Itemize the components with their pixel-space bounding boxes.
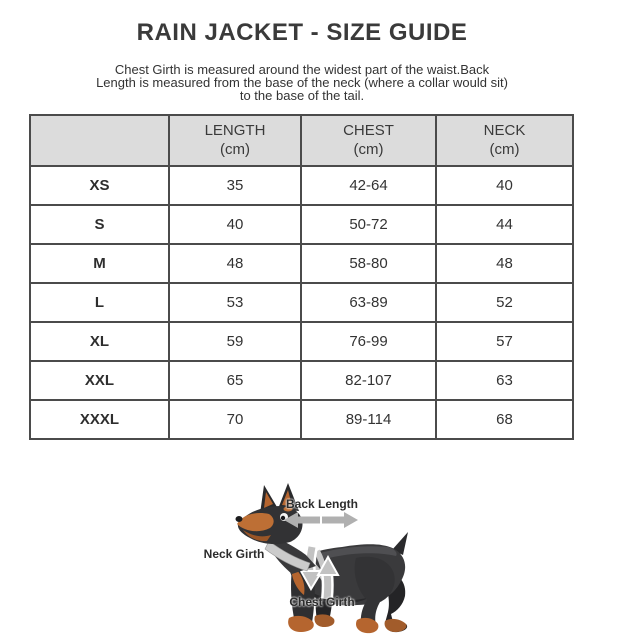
chest-value: 42-64 [301,166,436,205]
size-table [29,114,574,440]
length-value: 35 [169,166,301,205]
dog-pupil [281,516,285,520]
size-label: XXL [30,361,169,400]
neck-value: 52 [436,283,573,322]
length-value: 40 [169,205,301,244]
length-value: 65 [169,361,301,400]
neck-value: 44 [436,205,573,244]
size-label: XS [30,166,169,205]
table-row [30,283,573,322]
chest-value: 63-89 [301,283,436,322]
length-column-header: LENGTH (cm) [169,115,301,166]
chest-column-header: CHEST (cm) [301,115,436,166]
table-row [30,166,573,205]
page-title: RAIN JACKET - SIZE GUIDE [136,19,468,46]
chest-value: 82-107 [301,361,436,400]
description-line-3: to the base of the tail. [239,88,365,103]
size-label: M [30,244,169,283]
table-row [30,322,573,361]
chest-girth-label: Chest Girth [289,595,355,609]
chest-value: 76-99 [301,322,436,361]
back-length-label: Back Length [285,497,358,511]
table-row [30,361,573,400]
chest-value: 58-80 [301,244,436,283]
length-value: 53 [169,283,301,322]
neck-column-header: NECK (cm) [436,115,573,166]
neck-value: 57 [436,322,573,361]
description-line-2: Length is measured from the base of the neck (where a collar would sit) [96,75,508,90]
chest-value: 89-114 [301,400,436,439]
size-label: S [30,205,169,244]
table-header-row [30,115,573,166]
dog-nose [236,516,243,522]
length-value: 48 [169,244,301,283]
neck-value: 68 [436,400,573,439]
dog-front-far-paw [314,614,334,627]
measurement-description [0,63,604,102]
neck-value: 63 [436,361,573,400]
size-label: XXXL [30,400,169,439]
table-row [30,400,573,439]
dog-rear-far-paw [385,619,407,632]
table-row [30,205,573,244]
length-value: 59 [169,322,301,361]
chest-value: 50-72 [301,205,436,244]
table-row [30,244,573,283]
description-line-1: Chest Girth is measured around the widest part of the waist.Back [114,62,490,77]
neck-girth-label: Neck Girth [203,547,265,561]
size-label: XL [30,322,169,361]
back-length-arrow-right-icon [322,512,358,528]
length-value: 70 [169,400,301,439]
neck-value: 48 [436,244,573,283]
neck-value: 40 [436,166,573,205]
size-label: L [30,283,169,322]
corner-header-cell [30,115,169,166]
